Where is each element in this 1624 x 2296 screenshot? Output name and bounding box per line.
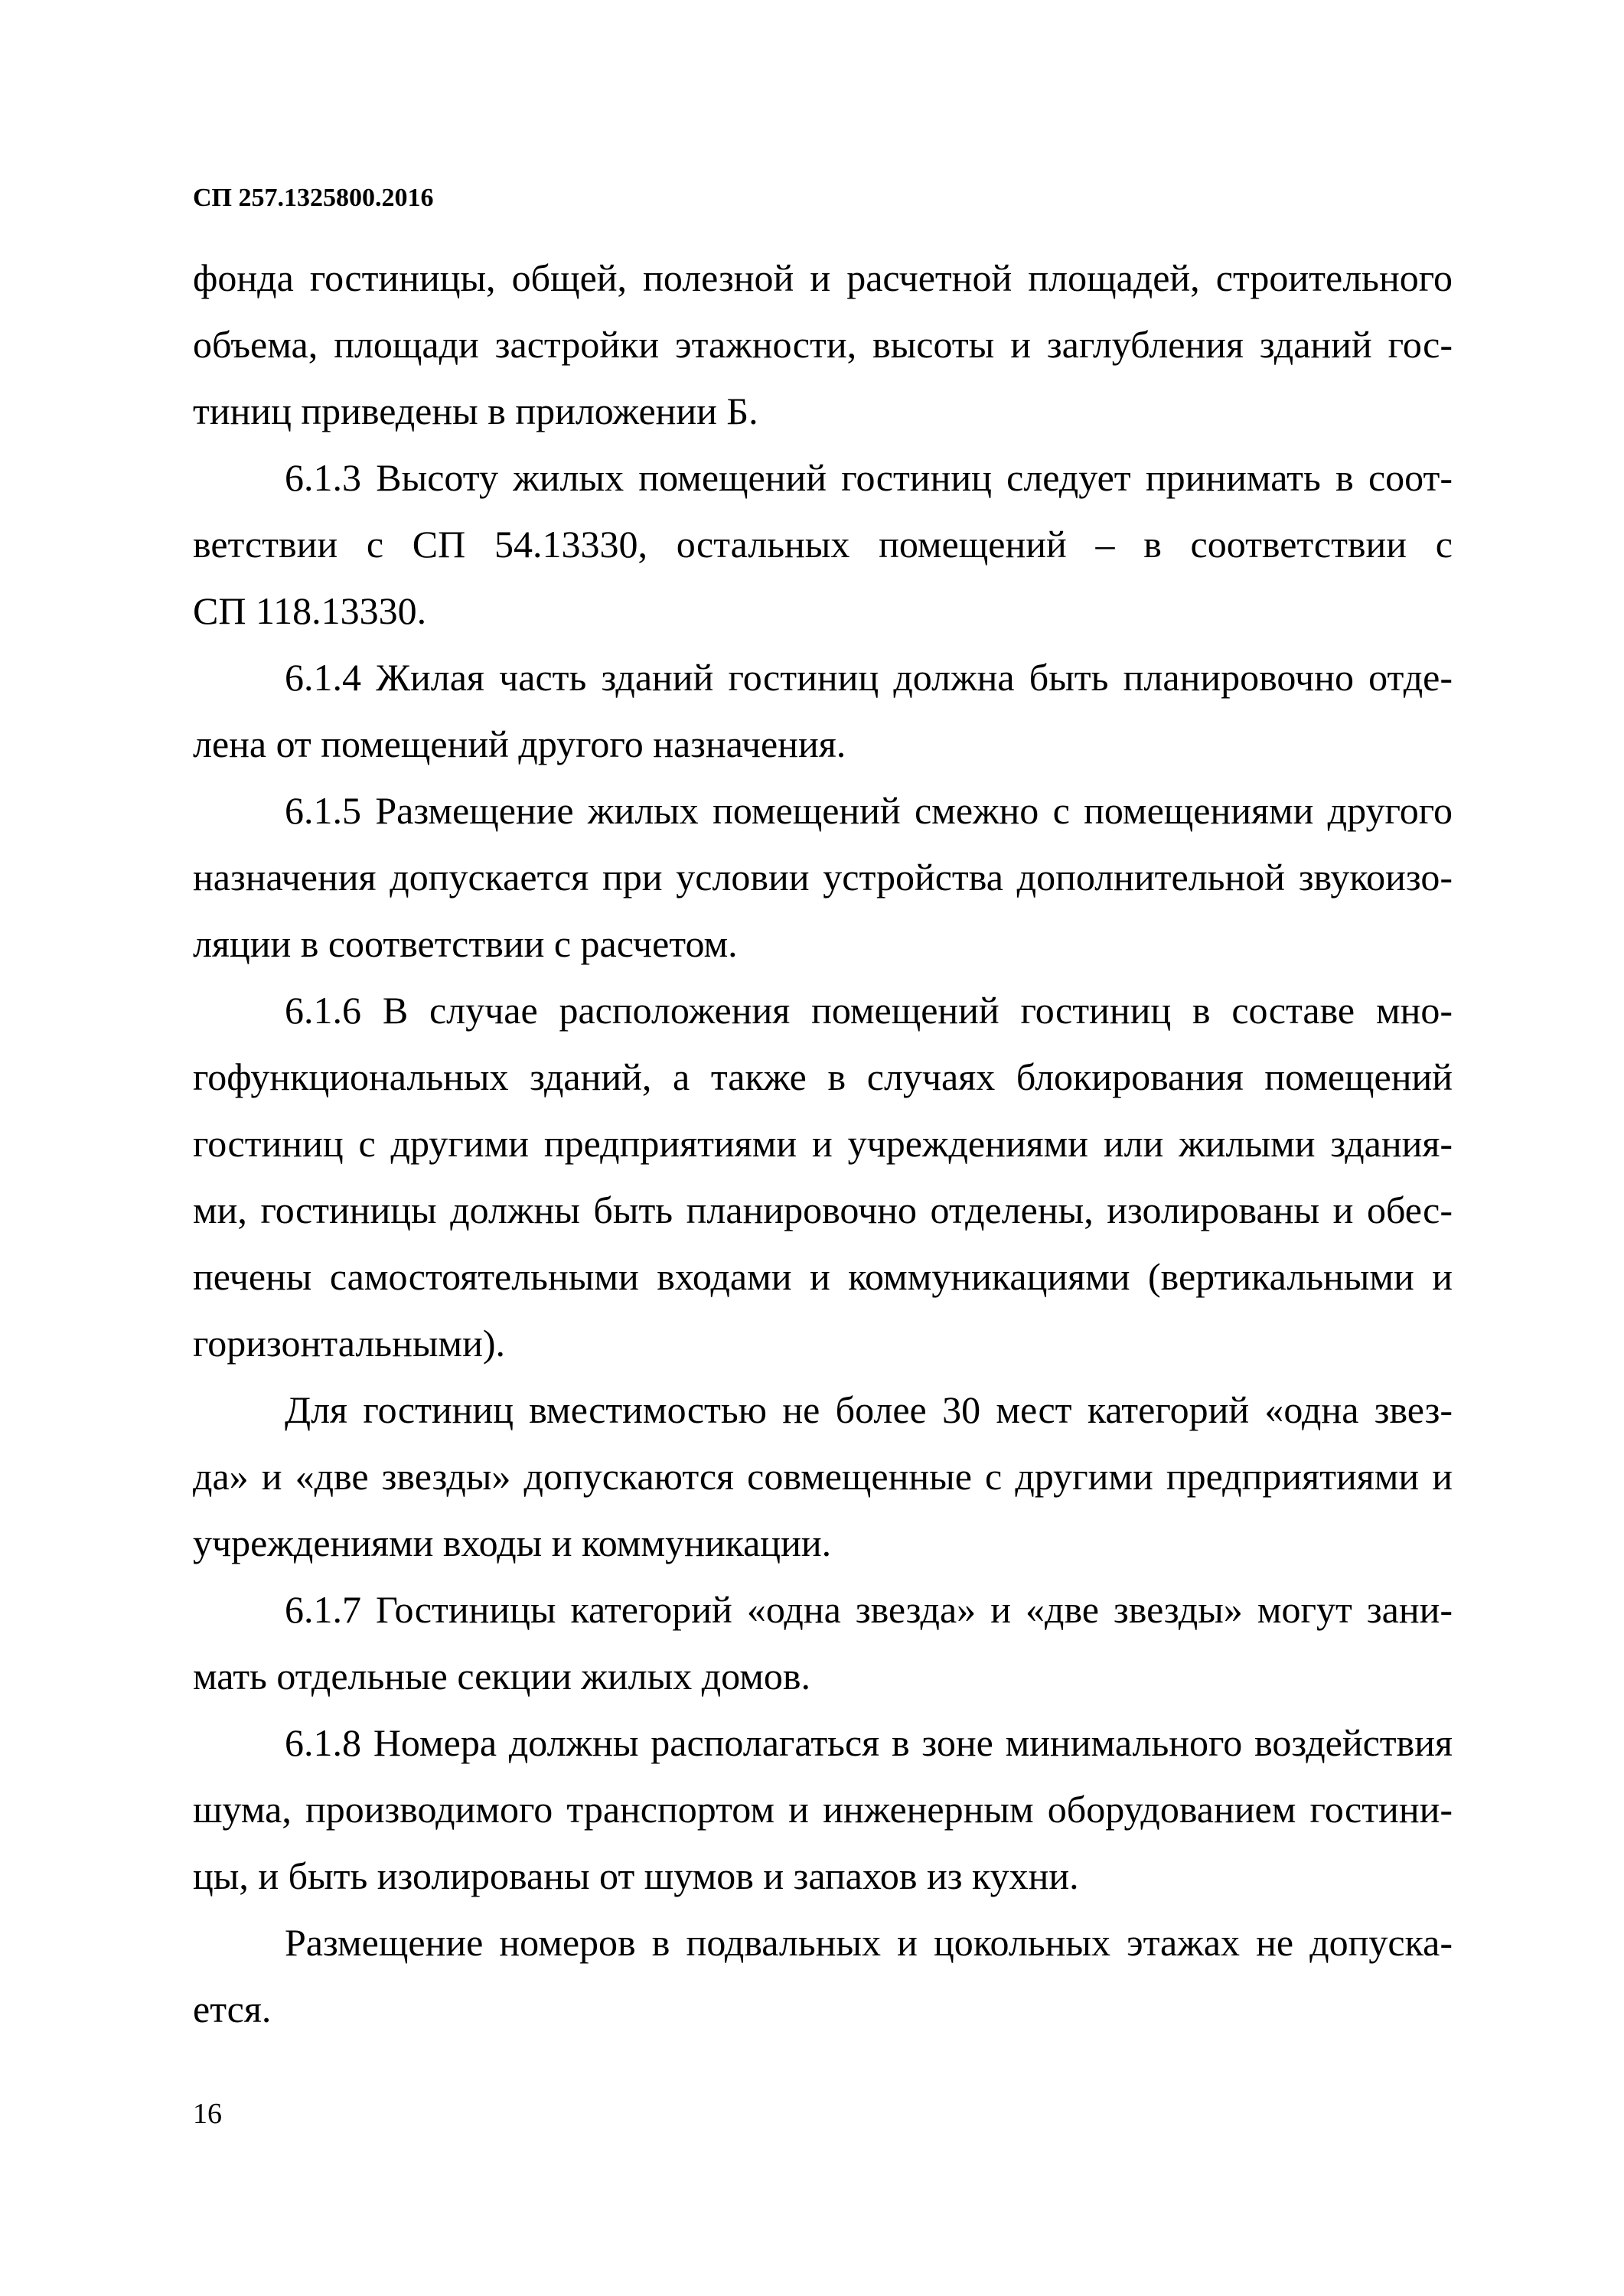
paragraph	[193, 1577, 1453, 1710]
text-line: 6.1.3 Высоту жилых помещений гостиниц следует принимать в соот-	[285, 456, 1453, 499]
document-code-header: СП 257.1325800.2016	[193, 184, 434, 212]
paragraph	[193, 1910, 1453, 2043]
paragraph	[193, 1377, 1453, 1577]
text-line: мать отдельные секции жилых домов.	[193, 1655, 810, 1698]
text-line: гостиниц с другими предприятиями и учреждениями или жилыми здания-	[193, 1122, 1453, 1165]
text-line: учреждениями входы и коммуникации.	[193, 1521, 832, 1564]
paragraph	[193, 1710, 1453, 1910]
text-line: гофункциональных зданий, а также в случаях блокирования помещений	[193, 1055, 1453, 1098]
text-line: 6.1.4 Жилая часть зданий гостиниц должна быть планировочно отде-	[285, 656, 1453, 699]
text-line: шума, производимого транспортом и инженерным оборудованием гостини-	[193, 1788, 1453, 1831]
text-line: 6.1.8 Номера должны располагаться в зоне минимального воздействия	[285, 1721, 1453, 1764]
text-line: ляции в соответствии с расчетом.	[193, 922, 738, 965]
text-line: печены самостоятельными входами и коммуникациями (вертикальными и	[193, 1255, 1453, 1298]
text-line: 6.1.6 В случае расположения помещений гостиниц в составе мно-	[285, 989, 1453, 1032]
text-line: тиниц приведены в приложении Б.	[193, 390, 758, 432]
text-line: СП 118.13330.	[193, 589, 427, 632]
text-line: горизонтальными).	[193, 1322, 505, 1365]
text-line: 6.1.5 Размещение жилых помещений смежно с помещениями другого	[285, 789, 1453, 832]
text-line: ветствии с СП 54.13330, остальных помещений – в соответствии с	[193, 523, 1453, 566]
paragraph	[193, 644, 1453, 778]
text-line: объема, площади застройки этажности, высоты и заглубления зданий гос-	[193, 323, 1453, 366]
text-line: лена от помещений другого назначения.	[193, 722, 846, 765]
text-line: да» и «две звезды» допускаются совмещенные с другими предприятиями и	[193, 1455, 1453, 1498]
paragraph	[193, 445, 1453, 644]
text-line: Размещение номеров в подвальных и цокольных этажах не допуска-	[285, 1921, 1453, 1964]
text-line: назначения допускается при условии устройства дополнительной звукоизо-	[193, 856, 1453, 899]
paragraph	[193, 778, 1453, 977]
document-body	[193, 245, 1453, 2043]
text-line: Для гостиниц вместимостью не более 30 мест категорий «одна звез-	[285, 1388, 1453, 1431]
text-line: ется.	[193, 1988, 272, 2030]
paragraph	[193, 245, 1453, 445]
paragraph	[193, 977, 1453, 1377]
text-line: фонда гостиницы, общей, полезной и расчетной площадей, строительного	[193, 256, 1453, 299]
page-number: 16	[193, 2098, 222, 2130]
text-line: цы, и быть изолированы от шумов и запахов из кухни.	[193, 1854, 1079, 1897]
text-line: 6.1.7 Гостиницы категорий «одна звезда» и «две звезды» могут зани-	[285, 1588, 1453, 1631]
text-line: ми, гостиницы должны быть планировочно отделены, изолированы и обес-	[193, 1189, 1453, 1231]
